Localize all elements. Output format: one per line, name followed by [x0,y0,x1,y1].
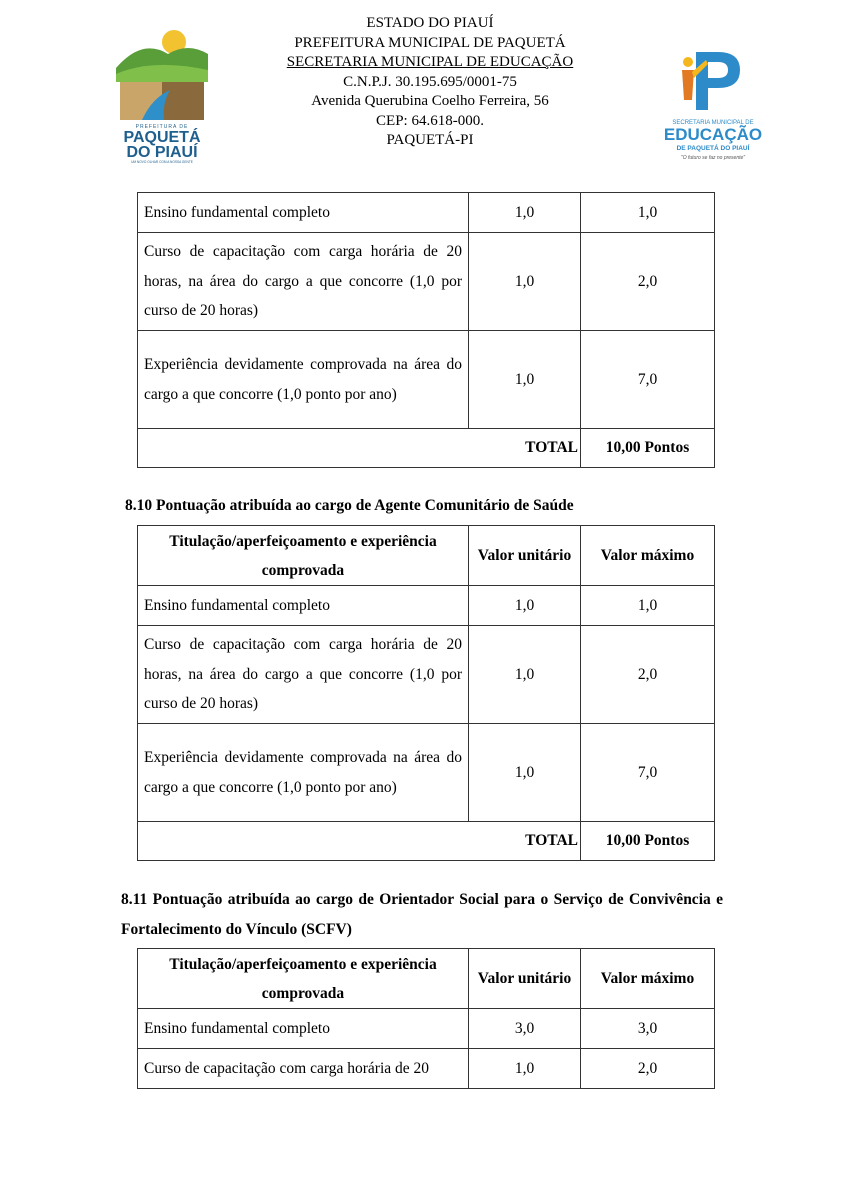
table-row [138,1049,715,1089]
logo-line1-text: PAQUETÁ [123,129,201,146]
table-row [138,1009,715,1049]
table-row [138,586,715,626]
unit-value-cell: 1,0 [469,193,581,233]
secretaria-educacao-logo [648,44,778,164]
letterhead [230,14,630,151]
header-prefeitura: PREFEITURA MUNICIPAL DE PAQUETÁ [294,34,566,51]
score-table-continued [137,192,715,468]
unit-value-cell: 1,0 [469,1049,581,1089]
total-value: 10,00 Pontos [581,822,715,861]
header-max-value: Valor máximo [581,949,715,1009]
logo-line3-text: DE PAQUETÁ DO PIAUÍ [676,145,750,152]
unit-value-cell: 1,0 [469,626,581,724]
table-row [138,626,715,724]
unit-value-cell: 1,0 [469,586,581,626]
header-state: ESTADO DO PIAUÍ [366,15,494,31]
logo-building-shape [162,82,204,120]
criterion-cell: Ensino fundamental completo [138,1009,469,1049]
section-title-8-11: 8.11 Pontuação atribuída ao cargo de Orientador Social para o Serviço de Convivência e Fortalecimento do Vínculo (SCFV) [121,891,723,938]
table-row [138,331,715,429]
table-row [138,724,715,822]
table-row [138,193,715,233]
prefeitura-logo [112,24,212,164]
criterion-cell: Experiência devidamente comprovada na área do cargo a que concorre (1,0 ponto por ano) [138,331,469,429]
score-table-8-11 [137,948,715,1089]
unit-value-cell: 1,0 [469,331,581,429]
header-unit-value: Valor unitário [469,526,581,586]
criterion-cell: Curso de capacitação com carga horária de 20 horas, na área do cargo a que concorre (1,0 por curso de 20 horas) [138,233,469,331]
logo-tagline-text: "O futuro se faz no presente" [680,155,746,161]
header-criterion: Titulação/aperfeiçoamento e experiência comprovada [138,949,469,1009]
total-label: TOTAL [138,429,581,468]
logo-tagline-text: UM NOVO OLHAR COM A NOSSA GENTE [131,160,193,164]
criterion-cell: Ensino fundamental completo [138,586,469,626]
logo-person-body-shape [682,70,694,100]
header-cnpj: C.N.P.J. 30.195.695/0001-75 [343,73,517,90]
logo-line1-text: SECRETARIA MUNICIPAL DE [672,120,754,126]
unit-value-cell: 3,0 [469,1009,581,1049]
total-value: 10,00 Pontos [581,429,715,468]
logo-person-head-shape [683,57,693,67]
total-row [138,429,715,468]
max-value-cell: 7,0 [581,331,715,429]
max-value-cell: 7,0 [581,724,715,822]
section-title-8-10: 8.10 Pontuação atribuída ao cargo de Agente Comunitário de Saúde [125,497,574,514]
total-label: TOTAL [138,822,581,861]
logo-line2-text: DO PIAUÍ [126,144,198,161]
header-city: PAQUETÁ-PI [386,132,474,148]
table-row [138,233,715,331]
unit-value-cell: 1,0 [469,724,581,822]
criterion-cell: Ensino fundamental completo [138,193,469,233]
total-row [138,822,715,861]
header-cep: CEP: 64.618-000. [376,112,484,129]
criterion-cell: Experiência devidamente comprovada na área do cargo a que concorre (1,0 ponto por ano) [138,724,469,822]
max-value-cell: 1,0 [581,586,715,626]
unit-value-cell: 1,0 [469,233,581,331]
max-value-cell: 2,0 [581,626,715,724]
header-secretaria: SECRETARIA MUNICIPAL DE EDUCAÇÃO [286,54,574,70]
header-max-value: Valor máximo [581,526,715,586]
criterion-cell: Curso de capacitação com carga horária de 20 [138,1049,469,1089]
logo-p-shape [696,52,740,110]
criterion-cell: Curso de capacitação com carga horária de 20 horas, na área do cargo a que concorre (1,0 por curso de 20 horas) [138,626,469,724]
header-unit-value: Valor unitário [469,949,581,1009]
logo-line2-text: EDUCAÇÃO [663,125,763,144]
max-value-cell: 2,0 [581,233,715,331]
max-value-cell: 3,0 [581,1009,715,1049]
table-header-row [138,949,715,1009]
table-header-row [138,526,715,586]
header-criterion: Titulação/aperfeiçoamento e experiência comprovada [138,526,469,586]
score-table-8-10 [137,525,715,861]
logo-top-text: PREFEITURA DE [135,124,189,130]
header-address: Avenida Querubina Coelho Ferreira, 56 [311,93,549,109]
max-value-cell: 2,0 [581,1049,715,1089]
max-value-cell: 1,0 [581,193,715,233]
